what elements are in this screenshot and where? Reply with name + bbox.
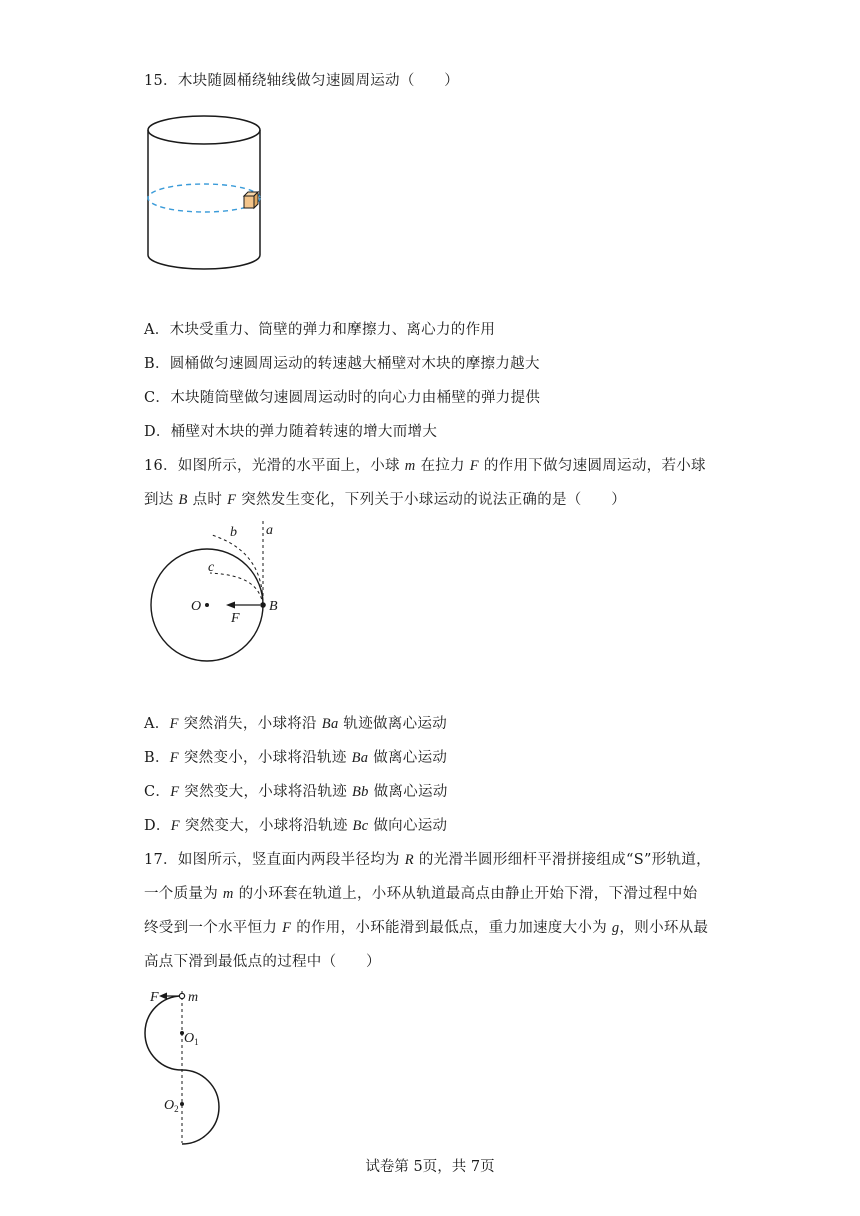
label-m: m bbox=[188, 990, 199, 1005]
q17-stem-line2: 一个质量为 m 的小环套在轨道上，小环从轨道最高点由静止开始下滑，下滑过程中始 bbox=[144, 886, 698, 902]
label-b: b bbox=[230, 525, 237, 540]
label-O2: $O_2$ bbox=[164, 1098, 179, 1114]
circular-motion-figure bbox=[140, 515, 300, 674]
q17-stem-line1: 17．如图所示，竖直面内两段半径均为 R 的光滑半圆形细杆平滑拼接组成“S”形轨道， bbox=[144, 852, 711, 868]
label-F: F bbox=[150, 990, 159, 1005]
q15-option-b: B．圆桶做匀速圆周运动的转速越大桶壁对木块的摩擦力越大 bbox=[144, 356, 540, 372]
page-footer: 试卷第 5页，共 7页 bbox=[365, 1159, 495, 1175]
q15-option-c: C．木块随筒壁做匀速圆周运动时的向心力由桶壁的弹力提供 bbox=[144, 390, 541, 406]
wood-block bbox=[244, 192, 258, 208]
label-B: B bbox=[269, 599, 278, 614]
q16-option-c: C．F 突然变大，小球将沿轨迹 Bb 做离心运动 bbox=[144, 784, 448, 800]
label-c: c bbox=[208, 560, 215, 575]
q16-option-d: D．F 突然变大，小球将沿轨迹 Bc 做向心运动 bbox=[144, 818, 448, 834]
label-O: O bbox=[191, 599, 202, 614]
label-O1: $O_1$ bbox=[184, 1031, 199, 1047]
q17-stem-line3: 终受到一个水平恒力 F 的作用，小环能滑到最低点，重力加速度大小为 g，则小环从最 bbox=[144, 920, 709, 936]
rotation-path-ring bbox=[148, 184, 260, 212]
q16-stem-line1: 16．如图所示，光滑的水平面上，小球 m 在拉力 F 的作用下做匀速圆周运动，若小球 bbox=[144, 458, 706, 474]
label-F: F bbox=[231, 611, 240, 626]
q16-option-b: B．F 突然变小，小球将沿轨迹 Ba 做离心运动 bbox=[144, 750, 448, 766]
q17-stem-line4: 高点下滑到最低点的过程中（ ） bbox=[144, 954, 381, 970]
label-a: a bbox=[266, 523, 273, 538]
q15-option-d: D．桶壁对木块的弹力随着转速的增大而增大 bbox=[144, 424, 438, 440]
q16-stem-line2: 到达 B 点时 F 突然发生变化，下列关于小球运动的说法正确的是（ ） bbox=[144, 492, 626, 508]
q16-option-a: A．F 突然消失，小球将沿 Ba 轨迹做离心运动 bbox=[144, 716, 448, 732]
cylinder-figure bbox=[140, 108, 270, 282]
q15-option-a: A．木块受重力、筒壁的弹力和摩擦力、离心力的作用 bbox=[144, 322, 496, 338]
q15-stem: 15．木块随圆桶绕轴线做匀速圆周运动（ ） bbox=[144, 73, 460, 89]
s-track-figure bbox=[140, 983, 250, 1152]
